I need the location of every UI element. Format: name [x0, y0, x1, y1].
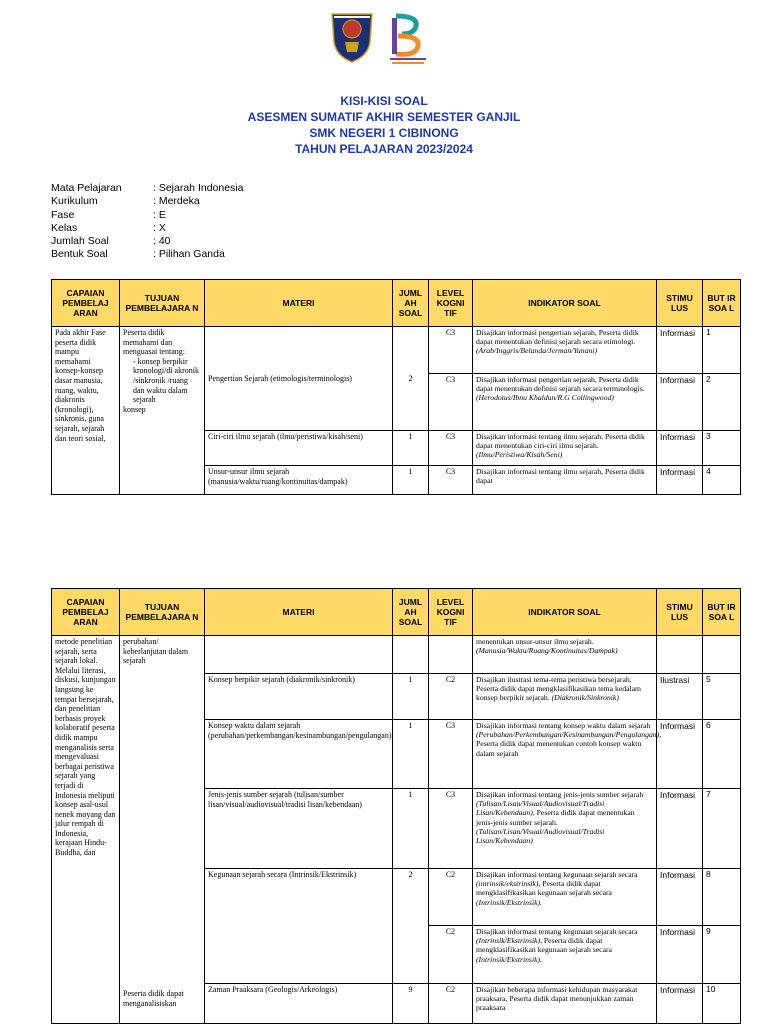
indikator-text: Disajikan ilustrasi tema-tema peristiwa bersejarah, Peserta didik dapat mengklasifikasikan tema kedalam konsep berpikir sejarah.: [476, 675, 642, 703]
indikator-tail: , Peserta didik dapat menentukan jenis-jenis sumber sejarah.: [476, 808, 635, 827]
indikator-italic: (Herodotus/Ibnu Khaldun/R.G Collingwood): [476, 393, 614, 403]
indikator-text: Disajikan informasi tentang konsep waktu dalam sejarah: [476, 721, 651, 730]
indikator-italic-2: (Intrinsik/Ekstrinsik).: [476, 954, 542, 964]
meta-row: [51, 248, 243, 261]
header-capaian: CAPAIAN PEMBELAJ ARAN: [52, 589, 120, 636]
indikator-cell: [473, 374, 657, 431]
meta-row: [51, 222, 243, 235]
indikator-cell: [473, 720, 662, 789]
title-line-4: TAHUN PELAJARAN 2023/2024: [295, 142, 473, 156]
level-cell: C3: [429, 789, 473, 869]
level-cell: C3: [429, 431, 473, 466]
title-line-1: KISI-KISI SOAL: [340, 94, 428, 108]
indikator-tail: , Peserta didik dapat mengklasifikasikan kegunaan sejarah secara: [476, 936, 612, 955]
berkarakter-logo-icon: [388, 12, 428, 66]
jumlah-cell: 9: [393, 984, 429, 1024]
header-indikator-soal: INDIKATOR SOAL: [473, 280, 657, 327]
meta-key: Fase: [51, 208, 75, 221]
document-title: [0, 93, 768, 157]
stimulus-cell: [657, 636, 703, 674]
indikator-text: Disajikan informasi tentang ilmu sejarah, Peserta didik dapat menentukan ciri-ciri ilmu sejarah.: [476, 432, 645, 451]
document-page-2: [0, 588, 768, 1024]
header-tujuan: TUJUAN PEMBELAJARA N: [120, 589, 205, 636]
stimulus-cell: Informasi: [657, 374, 703, 431]
butir-cell: 8: [703, 869, 741, 926]
indikator-italic: (intrinsik/ekstrinsik): [476, 879, 539, 889]
stimulus-cell: Informasi: [657, 926, 703, 984]
jumlah-cell: 1: [393, 466, 429, 495]
level-cell: C2: [429, 869, 473, 926]
indikator-cell: [473, 431, 657, 466]
meta-row: [51, 235, 243, 248]
meta-row: [51, 209, 243, 222]
indikator-italic: (Tulisan/Lisan/Visual/Audiovisual/Tradisi Lisan/Kebendaan): [476, 799, 605, 818]
butir-cell: 10: [703, 984, 741, 1024]
jumlah-cell: 1: [393, 431, 429, 466]
header-capaian: CAPAIAN PEMBELAJ ARAN: [52, 280, 120, 327]
table-header-row: [52, 589, 741, 636]
indikator-cell: [473, 789, 657, 869]
jumlah-cell: 1: [393, 789, 429, 869]
header-indikator-soal: INDIKATOR SOAL: [473, 589, 657, 636]
indikator-cell: [473, 327, 657, 374]
meta-value: : 40: [153, 235, 171, 248]
meta-key: Kelas: [51, 221, 78, 234]
document-page-1: [0, 0, 768, 510]
header-jumlah-soal: JUML AH SOAL: [393, 280, 429, 327]
level-cell: C2: [429, 984, 473, 1024]
document-meta: [51, 182, 243, 262]
level-cell: [429, 636, 473, 674]
indikator-text: Disajikan informasi tentang kegunaan sejarah secara: [476, 927, 638, 936]
page-gap: [0, 510, 768, 588]
meta-value: : E: [153, 208, 166, 221]
butir-cell: 2: [703, 374, 741, 431]
meta-value: : Merdeka: [153, 195, 200, 208]
indikator-italic: (Ilmu/Peristiwa/Kisah/Seni): [476, 450, 563, 460]
header-materi: MATERI: [205, 280, 393, 327]
kisi-kisi-table-page-2: [51, 588, 741, 1024]
indikator-cell: [473, 869, 657, 926]
butir-cell: 1: [703, 327, 741, 374]
jumlah-cell: 2: [393, 869, 429, 984]
level-cell: C3: [429, 327, 473, 374]
butir-cell: 4: [703, 466, 741, 495]
level-cell: C2: [429, 674, 473, 720]
stimulus-cell: Informasi: [657, 869, 703, 926]
materi-cell: Ciri-ciri ilmu sejarah (ilmu/peristiwa/kisah/seni): [205, 431, 393, 466]
butir-cell: 5: [703, 674, 741, 720]
indikator-italic: (Arab/Inggris/Belanda/Jerman/Yunani): [476, 346, 598, 356]
meta-value: : Pilihan Ganda: [153, 248, 225, 261]
meta-key: Jumlah Soal: [51, 235, 109, 248]
indikator-italic: (Manusia/Waktu/Ruang/Kontinuitas/Dampak): [476, 646, 618, 656]
materi-cell: Zaman Praaksara (Geologis/Arkeologis): [205, 984, 393, 1024]
tujuan-tail: konsep: [123, 404, 146, 414]
indikator-tail: , Peserta didik dapat menentukan contoh konsep waktu dalam sejarah: [476, 730, 662, 758]
indikator-cell: [473, 636, 657, 674]
level-cell: C3: [429, 466, 473, 495]
indikator-cell: Disajikan beberapa informasi kehidupan masyarakat praaksara, Peserta didik dapat menunjukkan zaman praaksara: [473, 984, 657, 1024]
tujuan-cell: perubahan/ keberlanjutan dalam sejarah: [120, 636, 205, 1024]
indikator-cell: [473, 926, 657, 984]
level-cell: C2: [429, 926, 473, 984]
indikator-text: Disajikan informasi pengertian sejarah, Peserta didik dapat menentukan definisi sejarah secara etimologi.: [476, 328, 639, 347]
stimulus-cell: Ilustrasi: [657, 674, 703, 720]
table-row: [52, 636, 741, 674]
header-logos: [330, 12, 428, 66]
meta-value: : X: [153, 221, 166, 234]
butir-cell: 6: [703, 720, 741, 789]
tujuan-cell: [120, 327, 205, 495]
meta-row: [51, 195, 243, 208]
meta-key: Mata Pelajaran: [51, 182, 122, 194]
capaian-cell: Pada akhir Fase peserta didik mampu memahami konsep-konsep dasar manusia, ruang, waktu, diakronis (kronologi), sinkronis, guna sejarah, sejarah dan teori sosial,: [52, 327, 120, 495]
title-line-3: SMK NEGERI 1 CIBINONG: [309, 126, 459, 140]
kisi-kisi-table-page-1: [51, 279, 741, 495]
butir-cell: 9: [703, 926, 741, 984]
header-butir-soal: BUT IR SOA L: [703, 589, 741, 636]
indikator-italic: (Diakronik/Sinkronik): [551, 693, 619, 703]
header-stimulus: STIMU LUS: [657, 589, 703, 636]
materi-cell: Konsep waktu dalam sejarah (perubahan/perkembangan/kesinambungan/pengulangan): [205, 720, 393, 789]
materi-cell: [205, 636, 393, 674]
header-materi: MATERI: [205, 589, 393, 636]
materi-cell: Jenis-jenis sumber sejarah (tulisan/sumber lisan/visual/audiovisual/tradisi lisan/kebendaan): [205, 789, 393, 869]
capaian-cell: metode penelitian sejarah, serta sejarah lokal. Melalui literasi, diskusi, kunjungan langsung ke tempat bersejarah, dan penelitian berbasis proyek kolaboratif peserta didik mampu menganalisis serta mengevaluasi berbagai peristiwa sejarah yang terjadi di Indonesia meliputi konsep asal-usul nenek moyang dan jalur rempah di Indonesia, kerajaan Hindu-Buddha, dan: [52, 636, 120, 1024]
indikator-italic-2: (Intrinsik/Ekstrinsik).: [476, 897, 542, 907]
jumlah-cell: 2: [393, 327, 429, 431]
indikator-text: Disajikan informasi pengertian sejarah, Peserta didik dapat menentukan definisi sejarah secara terminologis.: [476, 375, 645, 394]
materi-cell: Pengertian Sejarah (etimologis/terminologis): [205, 327, 393, 431]
header-level-kognitif: LEVEL KOGNI TIF: [429, 280, 473, 327]
header-tujuan: TUJUAN PEMBELAJARA N: [120, 280, 205, 327]
title-line-2: ASESMEN SUMATIF AKHIR SEMESTER GANJIL: [247, 110, 521, 124]
header-stimulus: STIMU LUS: [657, 280, 703, 327]
indikator-cell: [473, 674, 657, 720]
indikator-italic-2: (Tulisan/Lisan/Visual/Audiovisual/Tradisi Lisan/Kebendaan): [476, 826, 605, 846]
stimulus-cell: Informasi: [657, 789, 703, 869]
indikator-tail: , Peserta didik dapat mengklasifikasikan kegunaan sejarah secara: [476, 879, 612, 898]
indikator-text: Disajikan informasi tentang jenis-jenis sumber sejarah: [476, 790, 644, 799]
tujuan-intro: Peserta didik memahami dan menguasai tentang:: [123, 328, 185, 357]
jumlah-cell: 1: [393, 674, 429, 720]
meta-value: : Sejarah Indonesia: [153, 182, 244, 194]
indikator-cell: Disajikan informasi tentang ilmu sejarah, Peserta didik dapat: [473, 466, 657, 495]
header-jumlah-soal: JUML AH SOAL: [393, 589, 429, 636]
jumlah-cell: 1: [393, 720, 429, 789]
tujuan-item: - konsep berpikir kronologi/di akronik /sinkronik /ruang dan waktu dalam sejarah: [133, 356, 199, 405]
meta-key: Bentuk Soal: [51, 248, 108, 261]
indikator-text: Disajikan informasi tentang kegunaan sejarah secara: [476, 870, 638, 879]
level-cell: C3: [429, 720, 473, 789]
materi-cell: Unsur-unsur ilmu sejarah (manusia/waktu/ruang/kontinuitas/dampak): [205, 466, 393, 495]
butir-cell: 3: [703, 431, 741, 466]
tujuan-2-text: Peserta didik dapat menganalisiskan: [123, 989, 184, 1008]
indikator-italic: (Perubahan/Perkembangan/Kesinambungan/Pengulangan): [476, 730, 660, 740]
header-level-kognitif: LEVEL KOGNI TIF: [429, 589, 473, 636]
butir-cell: [703, 636, 741, 674]
materi-cell: Konsep berpikir sejarah (diakronik/sinkronik): [205, 674, 393, 720]
table-header-row: [52, 280, 741, 327]
indikator-italic: (Intrinsik/Ekstrinsik): [476, 936, 541, 946]
meta-row: [51, 182, 243, 195]
table-row: [52, 327, 741, 374]
butir-cell: 7: [703, 789, 741, 869]
stimulus-cell: Informasi: [657, 327, 703, 374]
jumlah-cell: [393, 636, 429, 674]
stimulus-cell: Informasi: [657, 431, 703, 466]
school-seal-icon: [330, 12, 374, 64]
stimulus-cell: Informasi: [657, 720, 703, 789]
header-butir-soal: BUT IR SOA L: [703, 280, 741, 327]
stimulus-cell: Informasi: [657, 466, 703, 495]
indikator-text: menentukan unsur-unsur ilmu sejarah.: [476, 637, 594, 646]
level-cell: C3: [429, 374, 473, 431]
materi-cell: Kegunaan sejarah secara (Intrinsik/Ekstrinsik): [205, 869, 393, 984]
stimulus-cell: Informasi: [657, 984, 703, 1024]
meta-key: Kurikulum: [51, 195, 98, 208]
